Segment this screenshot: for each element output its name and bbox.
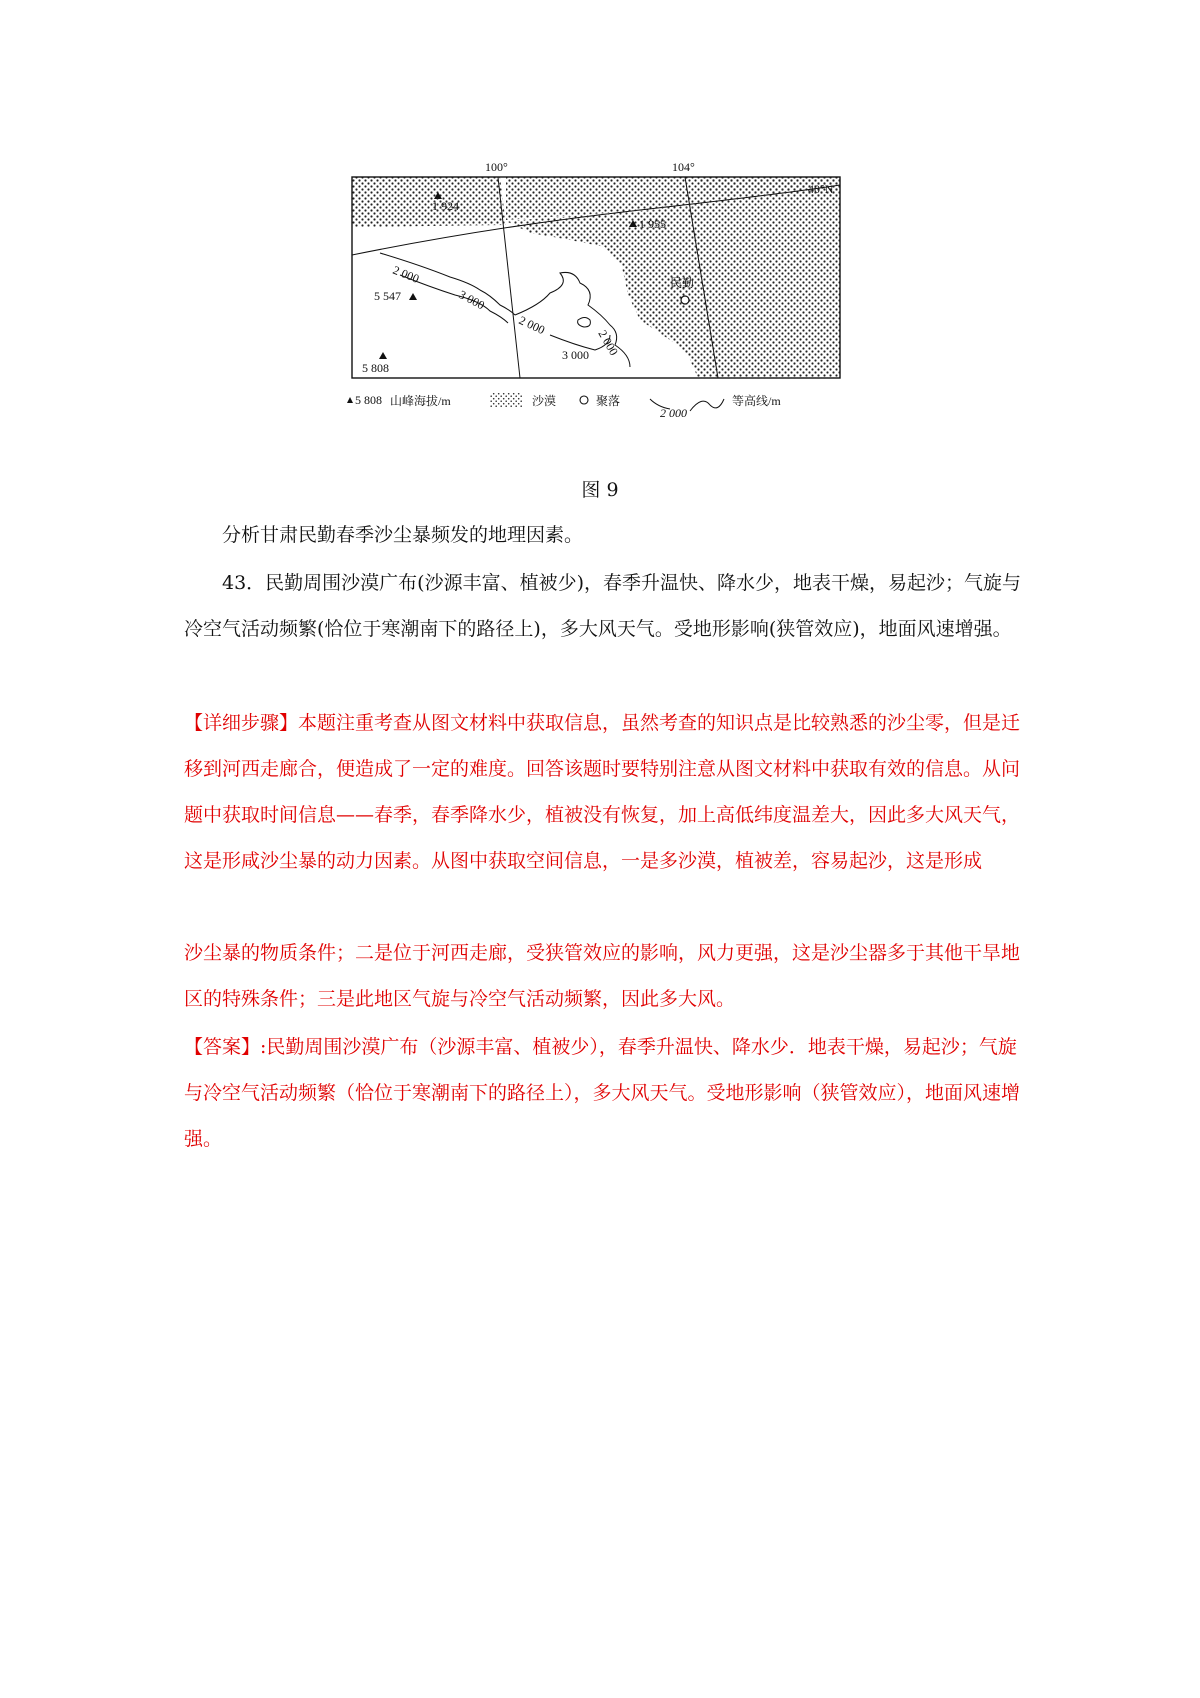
detail-text: 本题注重考查从图文材料中获取信息，虽然考查的知识点是比较熟悉的沙尘零，但是迁移到河西走廊合，便造成了一定的难度。回答该题时要特别注意从图文材料中获取有效的信息。从问题中获取时间信息——春季，春季降水少，植被没有恢复，加上高低纬度温差大，因此多大风天气，这是形咸沙尘暴的动力因素。从图中获取空间信息，一是多沙漠，植被差，容易起沙，这是形成 — [184, 712, 1021, 872]
longitude-label: 100° — [485, 160, 508, 174]
legend-contour-label: 等高线/m — [732, 394, 781, 408]
peak-label: 5 808 — [362, 361, 389, 375]
contour-label: 3 000 — [562, 348, 589, 362]
answer-43: 43．民勤周围沙漠广布(沙源丰富、植被少)，春季升温快、降水少，地表干燥，易起沙；气旋与冷空气活动频繁(恰位于寒潮南下的路径上)，多大风天气。受地形影响(狭管效应)，地面风速增强。 — [184, 572, 1022, 640]
question-text: 分析甘肃民勤春季沙尘暴频发的地理因素。 — [222, 524, 584, 546]
detail-paragraph — [184, 700, 1024, 884]
legend-settlement-label: 聚落 — [596, 394, 621, 408]
settlement-marker — [681, 296, 689, 304]
detail-paragraph-continued: 沙尘暴的物质条件；二是位于河西走廊，受狭管效应的影响，风力更强，这是沙尘器多于其他干旱地区的特殊条件；三是此地区气旋与冷空气活动频繁，因此多大风。 — [184, 942, 1021, 1010]
legend-desert-swatch — [490, 393, 522, 407]
settlement-label: 民勤 — [670, 276, 695, 290]
answer-text: :民勤周围沙漠广布（沙源丰富、植被少），春季升温快、降水少．地表干燥，易起沙；气旋与冷空气活动频繁（恰位于寒潮南下的路径上），多大风天气。受地形影响（狭管效应），地面风速增强。 — [184, 1036, 1021, 1150]
map-legend — [347, 393, 781, 420]
contour-label: 3 000 — [456, 287, 488, 313]
legend-settlement-marker — [580, 396, 588, 404]
map-svg — [340, 155, 860, 445]
answer-tag: 【答案】 — [184, 1036, 261, 1058]
longitude-label: 104° — [672, 160, 695, 174]
figure-caption: 图 9 — [581, 479, 619, 501]
contour-label: 2 000 — [390, 262, 422, 286]
desert-area — [352, 177, 840, 378]
legend-contour-sample: 2 000 — [660, 406, 687, 420]
peak-label: 1 924 — [432, 199, 459, 213]
contour-label: 2 000 — [516, 313, 548, 338]
contour-lines — [380, 253, 630, 367]
detail-tag: 【详细步骤】 — [184, 712, 299, 734]
answer-paragraph — [184, 1024, 1024, 1162]
map-figure — [340, 155, 860, 445]
legend-peak-label: 山峰海拔/m — [390, 394, 451, 408]
latitude-label: 40°N — [808, 182, 834, 196]
legend-peak-sample: 5 808 — [355, 393, 382, 407]
peak-label: 5 547 — [374, 289, 401, 303]
legend-desert-label: 沙漠 — [532, 394, 557, 408]
contour-label: 2 000 — [595, 327, 622, 358]
peak-label: 1 955 — [639, 217, 666, 231]
